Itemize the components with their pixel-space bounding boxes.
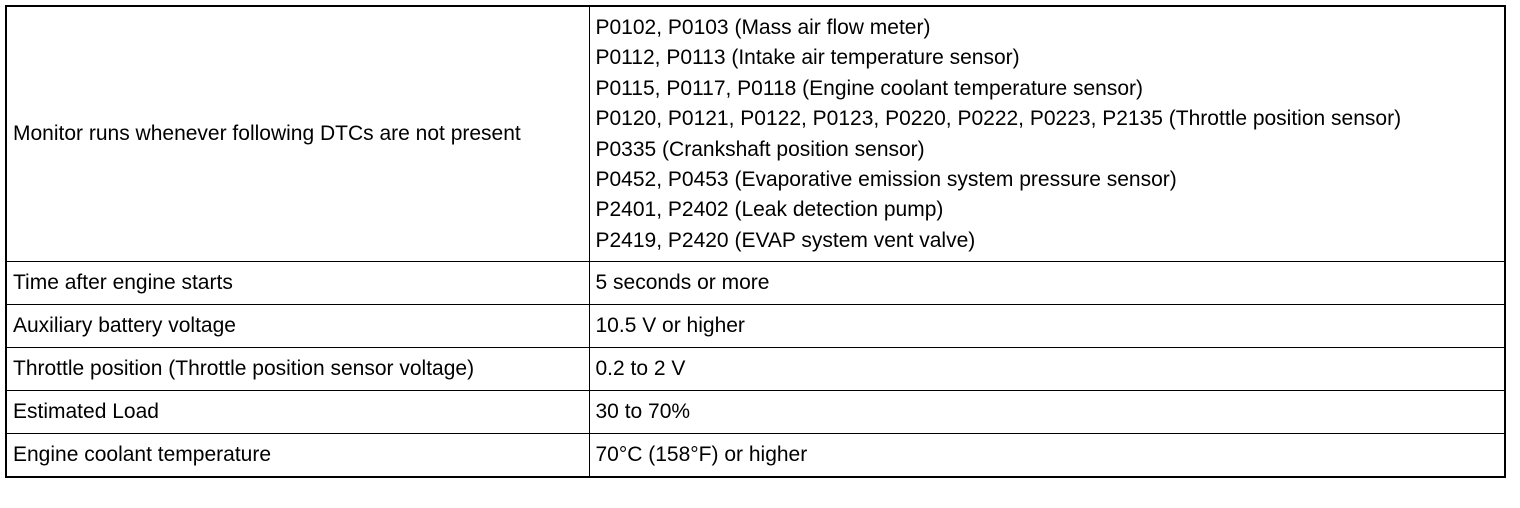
condition-label: Monitor runs whenever following DTCs are not present — [7, 7, 589, 262]
condition-value: 30 to 70% — [589, 391, 1504, 434]
dtc-line-throttle-position: P0120, P0121, P0122, P0123, P0220, P0222, P0223, P2135 (Throttle position sensor) — [595, 107, 1402, 131]
dtc-line-intake-air-temp: P0112, P0113 (Intake air temperature sensor) — [595, 46, 1020, 70]
dtc-line-mass-air-flow: P0102, P0103 (Mass air flow meter) — [595, 16, 931, 39]
condition-value: 0.2 to 2 V — [589, 348, 1504, 391]
dtc-line-coolant-temp: P0115, P0117, P0118 (Engine coolant temperature sensor) — [595, 76, 1144, 100]
condition-label: Engine coolant temperature — [7, 434, 589, 477]
table-row — [7, 348, 1504, 391]
condition-label: Auxiliary battery voltage — [7, 305, 589, 348]
dtc-line-crankshaft: P0335 (Crankshaft position sensor) — [595, 137, 925, 161]
condition-value: 70°C (158°F) or higher — [589, 434, 1504, 477]
condition-label: Time after engine starts — [7, 262, 589, 305]
dtc-line-leak-pump: P2401, P2402 (Leak detection pump) — [595, 198, 944, 222]
table-row — [7, 305, 1504, 348]
table-row — [7, 262, 1504, 305]
dtc-line-vent-valve: P2419, P2420 (EVAP system vent valve) — [595, 228, 976, 252]
conditions-table-frame — [5, 5, 1506, 478]
dtc-line-evap-pressure: P0452, P0453 (Evaporative emission system pressure sensor) — [595, 168, 1177, 192]
condition-value: 10.5 V or higher — [589, 305, 1504, 348]
table-row — [7, 7, 1504, 262]
table-row — [7, 391, 1504, 434]
monitor-conditions-table — [7, 7, 1504, 476]
dtc-list-cell — [589, 7, 1504, 262]
condition-label: Throttle position (Throttle position sensor voltage) — [7, 348, 589, 391]
condition-label: Estimated Load — [7, 391, 589, 434]
table-row — [7, 434, 1504, 477]
condition-value: 5 seconds or more — [589, 262, 1504, 305]
